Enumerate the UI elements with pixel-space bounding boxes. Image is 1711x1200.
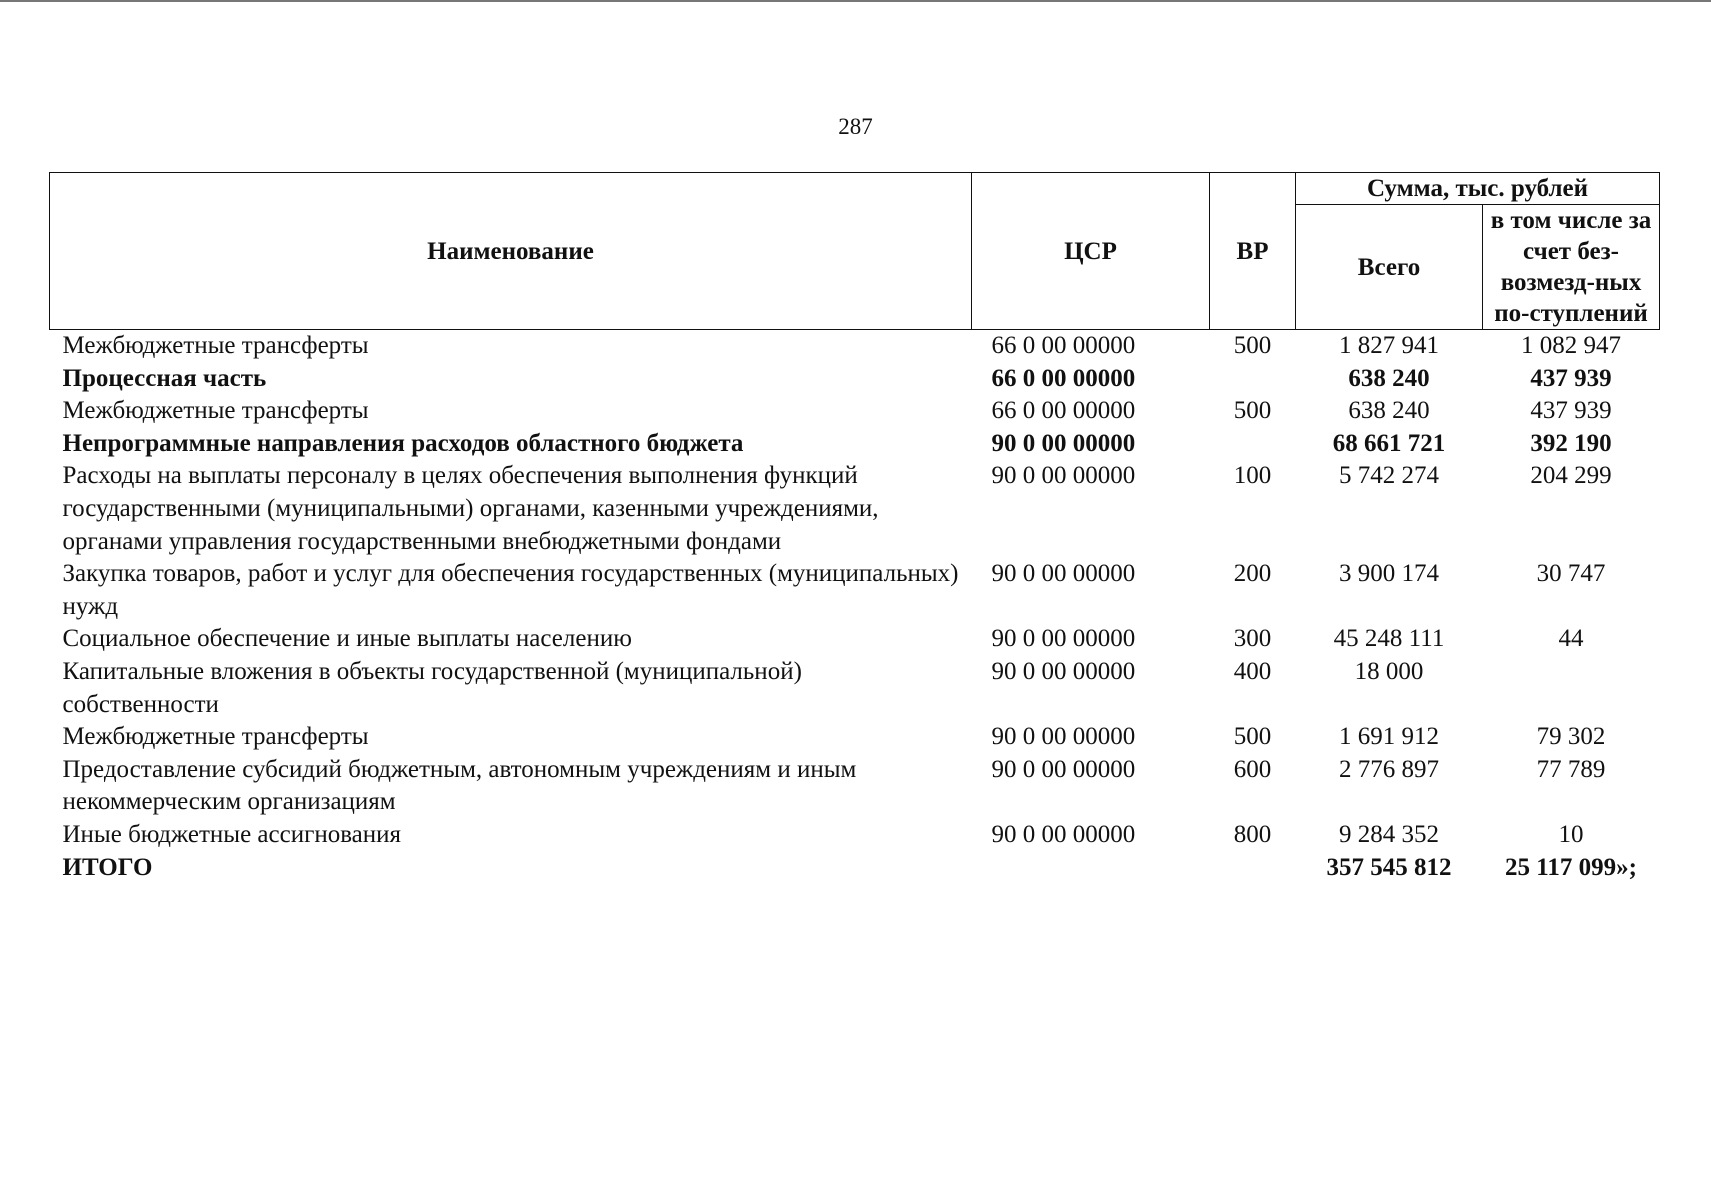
row-name: Межбюджетные трансферты	[62, 332, 369, 359]
row-csr: 90 0 00 00000	[991, 625, 1136, 653]
row-total: 18 000	[1354, 657, 1424, 685]
row-csr: 90 0 00 00000	[991, 723, 1136, 751]
row-vr: 400	[1233, 657, 1272, 685]
row-free-receipts: 79 302	[1536, 723, 1606, 751]
row-csr: 90 0 00 00000	[991, 820, 1136, 848]
row-total: 1 691 912	[1339, 723, 1439, 751]
header-sum-group: Сумма, тыс. рублей	[1296, 173, 1660, 205]
row-csr: 90 0 00 00000	[991, 462, 1136, 490]
row-free-receipts: 204 299	[1530, 462, 1612, 490]
row-free-receipts: 77 789	[1536, 755, 1606, 783]
row-total: 2 776 897	[1339, 755, 1439, 783]
row-vr	[1210, 363, 1296, 396]
row-free-receipts	[1483, 656, 1660, 721]
table-row	[50, 819, 1660, 852]
row-csr	[972, 852, 1210, 885]
row-csr: 66 0 00 00000	[991, 397, 1136, 425]
header-csr: ЦСР	[972, 173, 1210, 330]
table-row	[50, 460, 1660, 558]
row-free-receipts: 437 939	[1530, 364, 1612, 392]
row-name: Межбюджетные трансферты	[62, 397, 369, 425]
row-name: Расходы на выплаты персоналу в целях обеспечения выполнения функций государственными (муниципальными) органами, казенными учреждениями, органами управления государственными внебюджетными фондами	[62, 462, 879, 555]
row-total: 68 661 721	[1332, 429, 1446, 457]
table-row	[50, 395, 1660, 428]
row-csr: 90 0 00 00000	[991, 560, 1136, 588]
table-body	[50, 330, 1660, 885]
row-vr: 100	[1233, 462, 1272, 490]
row-free-receipts: 25 117 099»;	[1505, 853, 1637, 881]
header-vr: ВР	[1210, 173, 1296, 330]
row-csr: 90 0 00 00000	[991, 657, 1136, 685]
header-free-receipts: в том числе за счет без-возмезд-ных по-ступлений	[1483, 205, 1660, 330]
row-name: ИТОГО	[62, 853, 153, 881]
row-total: 1 827 941	[1339, 332, 1439, 359]
page-top-edge	[0, 0, 1711, 2]
table-row	[50, 656, 1660, 721]
table-row	[50, 428, 1660, 461]
row-total: 45 248 111	[1333, 625, 1445, 653]
row-free-receipts: 437 939	[1530, 397, 1612, 425]
row-total: 638 240	[1348, 397, 1430, 425]
budget-table	[49, 172, 1660, 884]
row-vr: 500	[1233, 332, 1272, 359]
row-name: Предоставление субсидий бюджетным, автономным учреждениям и иным некоммерческим организациям	[62, 755, 857, 816]
table-row	[50, 852, 1660, 885]
page-number: 287	[838, 114, 873, 139]
row-total: 3 900 174	[1339, 560, 1439, 588]
row-free-receipts: 1 082 947	[1521, 332, 1621, 359]
row-csr: 66 0 00 00000	[991, 364, 1136, 392]
table-row	[50, 330, 1660, 363]
row-csr: 90 0 00 00000	[991, 755, 1136, 783]
row-csr: 90 0 00 00000	[991, 429, 1136, 457]
row-vr: 300	[1233, 625, 1272, 653]
row-name: Иные бюджетные ассигнования	[62, 820, 402, 848]
header-total: Всего	[1296, 205, 1483, 330]
row-free-receipts: 10	[1558, 820, 1584, 848]
row-total: 9 284 352	[1339, 820, 1439, 848]
table-row	[50, 721, 1660, 754]
row-free-receipts: 392 190	[1530, 429, 1612, 457]
row-vr: 200	[1233, 560, 1272, 588]
row-name: Непрограммные направления расходов областного бюджета	[62, 429, 744, 457]
row-free-receipts: 44	[1558, 625, 1584, 653]
row-name: Капитальные вложения в объекты государственной (муниципальной) собственности	[62, 657, 802, 718]
table-row	[50, 363, 1660, 396]
row-name: Социальное обеспечение и иные выплаты населению	[62, 625, 632, 653]
table-row	[50, 754, 1660, 819]
row-name: Процессная часть	[62, 364, 267, 392]
header-name: Наименование	[50, 173, 972, 330]
row-csr: 66 0 00 00000	[991, 332, 1136, 359]
table-header	[50, 173, 1660, 330]
table-row	[50, 623, 1660, 656]
row-vr: 500	[1233, 723, 1272, 751]
row-vr: 800	[1233, 820, 1272, 848]
row-vr	[1210, 428, 1296, 461]
row-total: 357 545 812	[1326, 853, 1452, 881]
row-vr: 500	[1233, 397, 1272, 425]
table-row	[50, 558, 1660, 623]
row-total: 638 240	[1348, 364, 1430, 392]
row-total: 5 742 274	[1339, 462, 1439, 490]
row-name: Закупка товаров, работ и услуг для обеспечения государственных (муниципальных) нужд	[62, 560, 959, 620]
row-free-receipts: 30 747	[1536, 560, 1606, 588]
row-name: Межбюджетные трансферты	[62, 723, 369, 751]
row-vr	[1210, 852, 1296, 885]
row-vr: 600	[1233, 755, 1272, 783]
